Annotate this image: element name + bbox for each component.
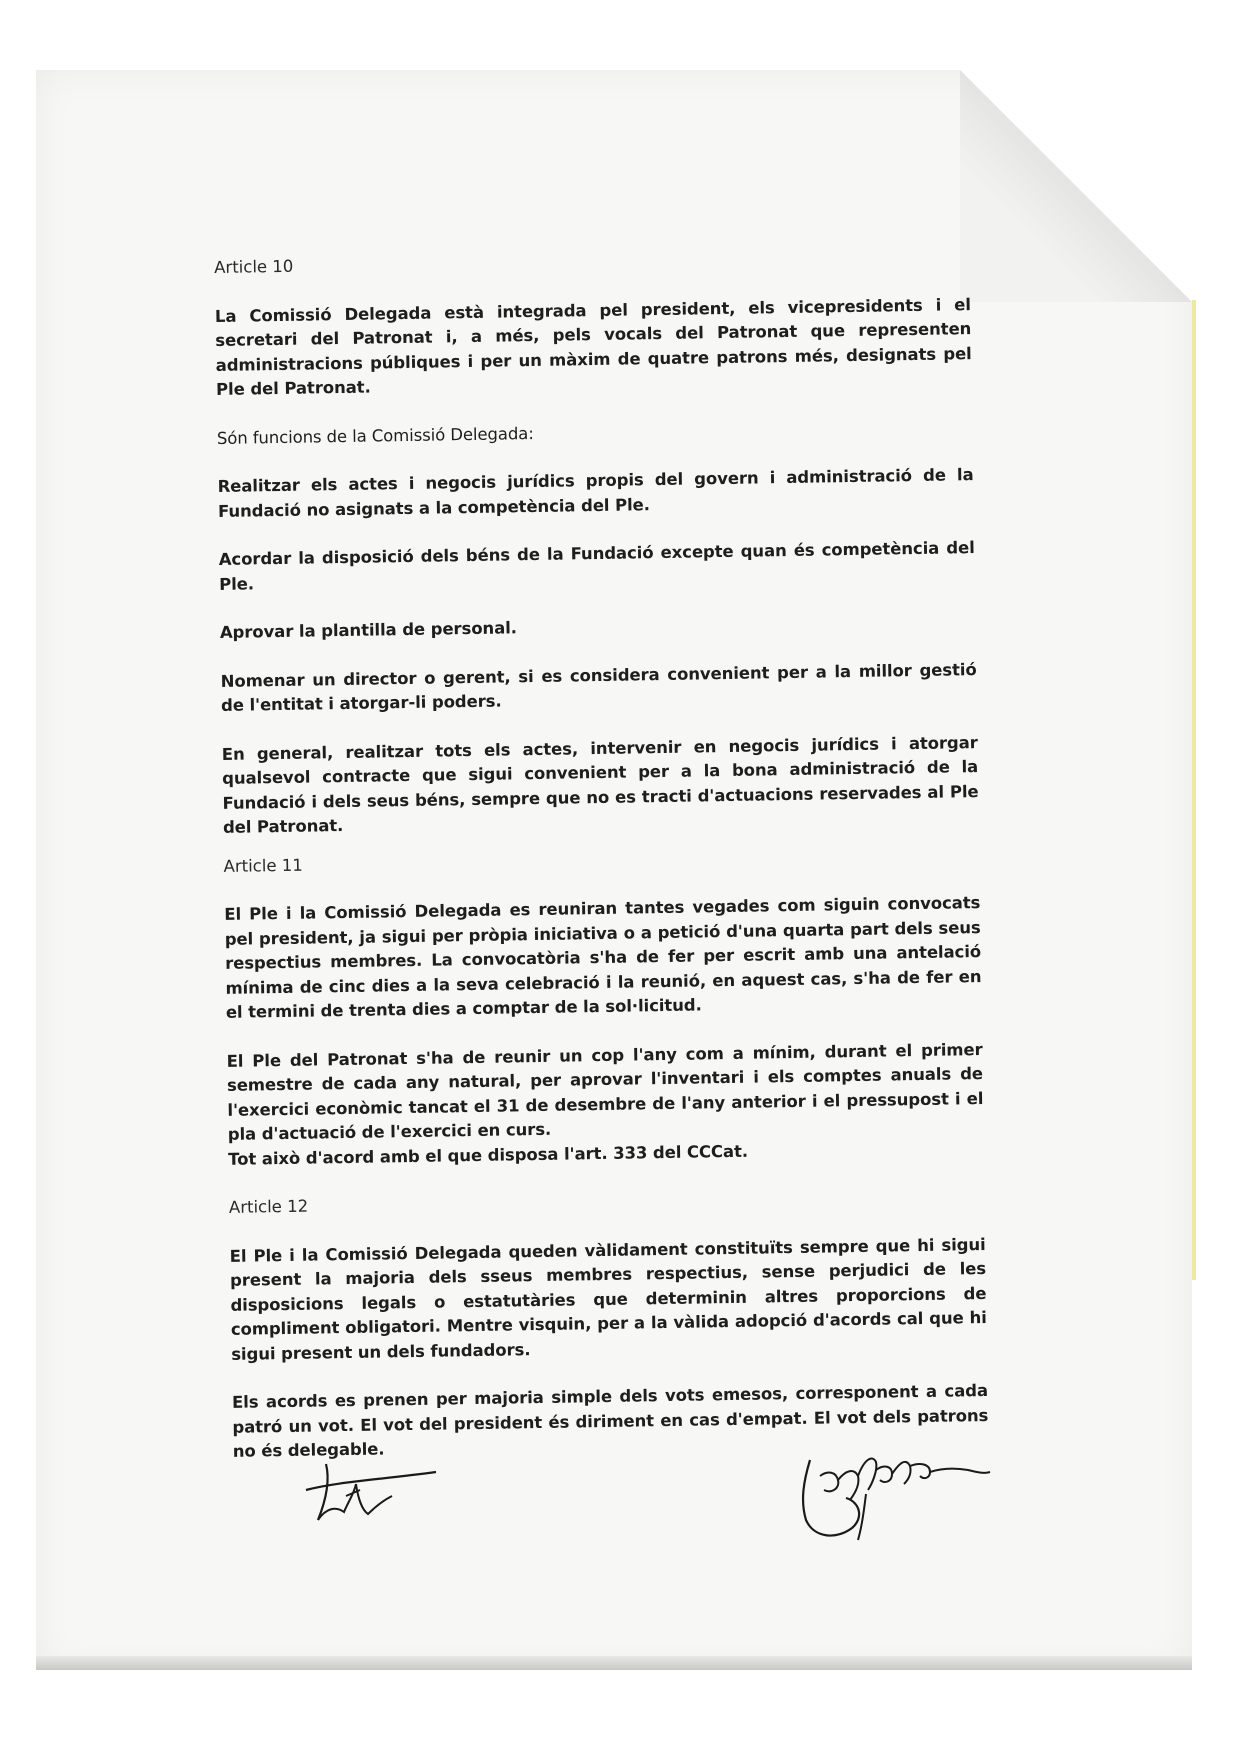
signature-right [780, 1440, 995, 1550]
page-bottom-edge [36, 1656, 1192, 1670]
article-12 [229, 1184, 989, 1464]
paragraph: El Ple i la Comissió Delegada es reuniran tantes vegades com siguin convocats pel president, ja sigui per pròpia iniciativa o a petició d'una quarta part dels seus respectius membres. La convocatòria s'ha de fer per escrit amb una antelació mínima de cinc dies a la seva celebració i la reunió, en aquest cas, s'ha de fer en el termini de trenta dies a comptar de la sol·licitud. [224, 893, 982, 1022]
document-body [214, 244, 989, 1488]
paragraph: Acordar la disposició dels béns de la Fundació excepte quan és competència del Ple. [218, 538, 975, 594]
article-heading: Article 10 [214, 256, 294, 277]
paragraph: Aprovar la plantilla de personal. [219, 618, 518, 642]
signature-right-drawing [780, 1440, 995, 1550]
paragraph: Nomenar un director o gerent, si es considera convenient per a la millor gestió de l'entitat i atorgar-li poders. [220, 659, 977, 715]
paragraph: En general, realitzar tots els actes, intervenir en negocis jurídics i atorgar qualsevol contracte que sigui convenient per a la bona administració de la Fundació i dels seus béns, sempre que no es tracti d'actuacions reservades al Ple del Patronat. [221, 732, 979, 837]
paragraph: El Ple i la Comissió Delegada queden vàlidament constituïts sempre que hi sigui present la majoria dels sseus membres respectius, sense perjudici de les disposicions legals o estatutàries que determinin altres proporcions de compliment obligatori. Mentre visquin, per a la vàlida adopció d'acords cal que hi sigui present un dels fundadors. [229, 1234, 987, 1364]
article-heading: Article 12 [228, 1196, 309, 1217]
page-edge-underneath [1192, 300, 1196, 1280]
article-10 [214, 244, 979, 840]
paragraph: El Ple del Patronat s'ha de reunir un cop l'any com a mínim, durant el primer semestre de cada any natural, per aprovar l'inventari i els comptes anuals de l'exercici econòmic tancat el 31 de desembre de l'any anterior i el pressupost i el pla d'actuació de l'exercici en curs. [226, 1039, 984, 1144]
article-heading: Article 11 [223, 855, 303, 876]
paragraph: Són funcions de la Comissió Delegada: [216, 423, 534, 448]
paragraph: La Comissió Delegada està integrada pel president, els vicepresidents i el secretari del Patronat i, a més, pels vocals del Patronat que representen administracions públiques i per un màxim de quatre patrons més, designats pel Ple del Patronat. [214, 294, 972, 399]
article-11 [223, 843, 984, 1172]
paragraph: Tot això d'acord amb el que disposa l'art. 333 del CCCat. [228, 1141, 749, 1169]
signature-left-drawing [296, 1450, 446, 1530]
paragraph: Els acords es prenen per majoria simple dels vots emesos, corresponent a cada patró un vot. El vot del president és diriment en cas d'empat. El vot dels patrons no és delegable. [231, 1380, 989, 1461]
paragraph: Realitzar els actes i negocis jurídics propis del govern i administració de la Fundació no asignats a la competència del Ple. [217, 465, 974, 521]
signature-left [296, 1450, 446, 1530]
